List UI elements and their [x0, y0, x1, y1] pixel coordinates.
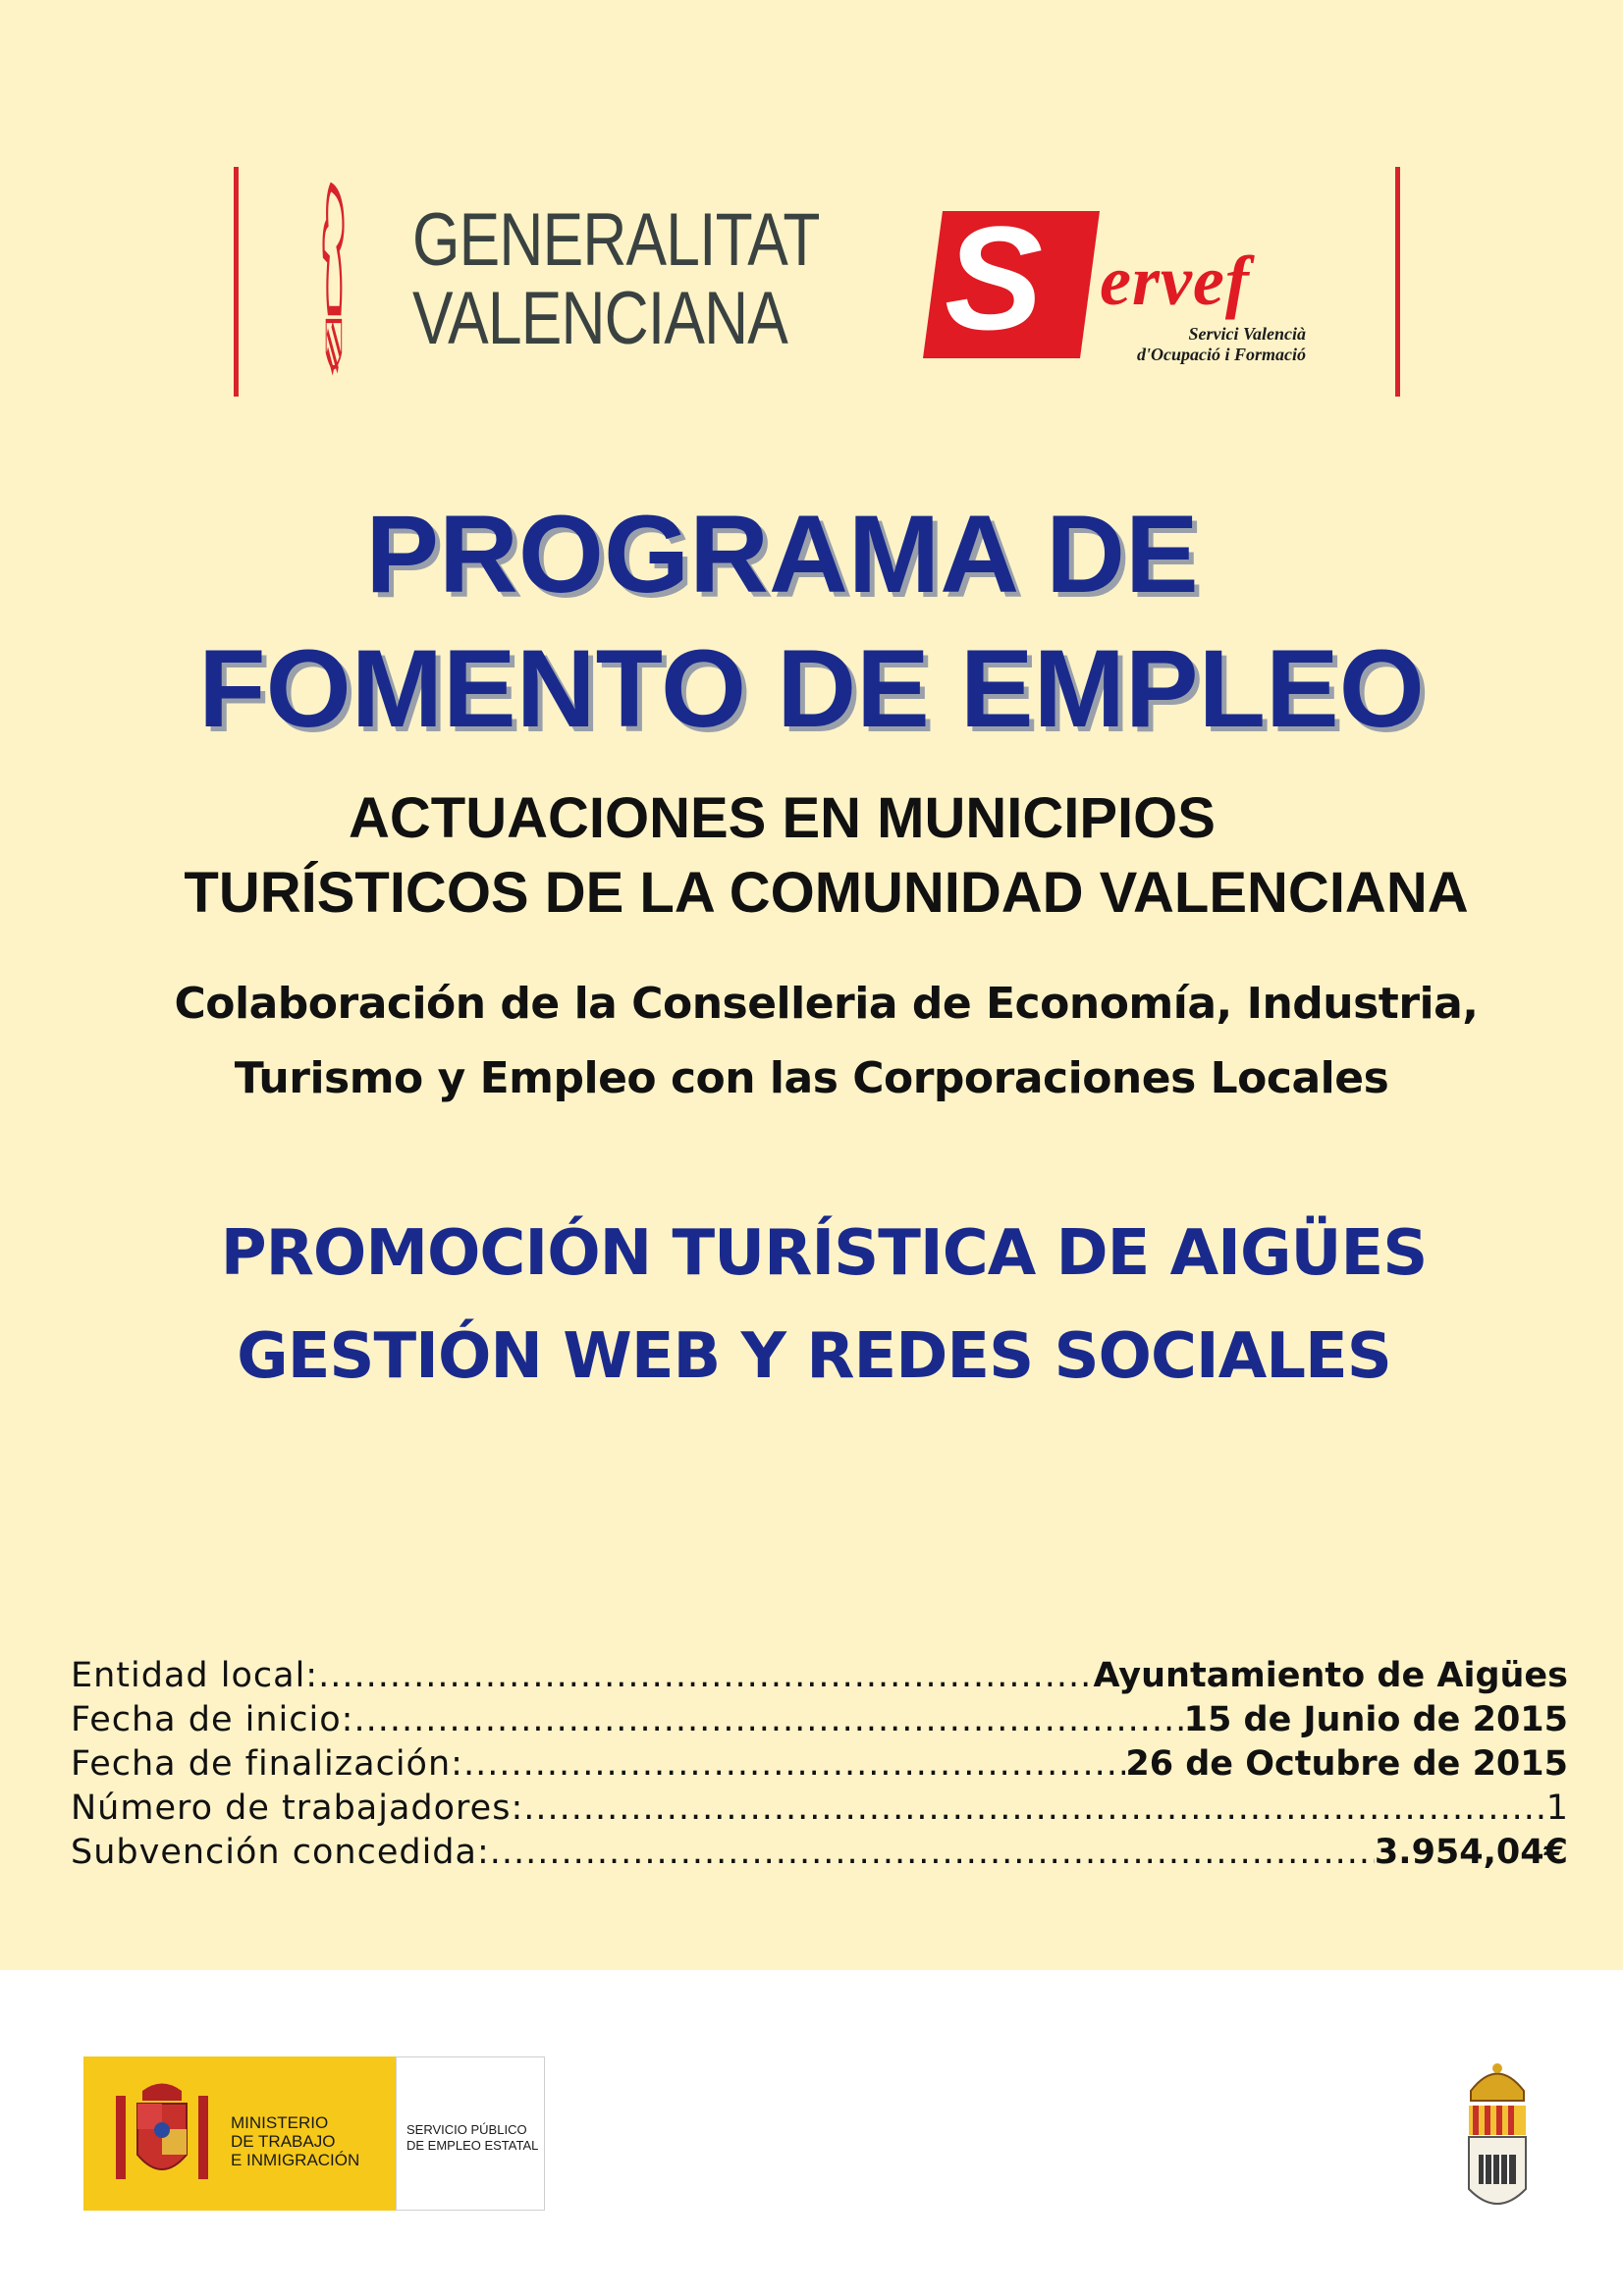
- detail-label: Fecha de finalización:: [71, 1744, 463, 1784]
- subtitle-line1: ACTUACIONES EN MUNICIPIOS: [349, 786, 1216, 850]
- generalitat-valenciana-wordmark: [412, 198, 820, 360]
- leader-dots: [523, 1787, 1545, 1831]
- detail-value: 3.954,04€: [1374, 1833, 1568, 1872]
- ministry-box: [83, 2056, 396, 2211]
- detail-label: Entidad local:: [71, 1656, 319, 1695]
- detail-value: Ayuntamiento de Aigües: [1093, 1656, 1568, 1695]
- detail-row-subsidy: [71, 1831, 1568, 1875]
- sepe-box: [396, 2056, 545, 2211]
- title-line1: PROGRAMA DE: [365, 493, 1199, 615]
- detail-value: 1: [1545, 1789, 1568, 1828]
- spain-coat-of-arms-icon: [108, 2076, 216, 2194]
- gv-line1: GENERALITAT: [412, 198, 820, 282]
- title-line2: FOMENTO DE EMPLEO: [198, 627, 1425, 750]
- servef-wordmark: ervef: [1100, 241, 1250, 320]
- servef-subtitle-line2: d'Ocupació i Formació: [1137, 345, 1306, 364]
- sepe-text: [406, 2122, 538, 2154]
- project-line2: GESTIÓN WEB Y REDES SOCIALES: [237, 1320, 1391, 1393]
- detail-row-entity: [71, 1654, 1568, 1698]
- aigues-coat-of-arms-icon: [1463, 2056, 1532, 2223]
- right-red-rule: [1395, 167, 1400, 397]
- left-red-rule: [234, 167, 239, 397]
- project-line1: PROMOCIÓN TURÍSTICA DE AIGÜES: [220, 1217, 1428, 1290]
- sepe-line1: SERVICIO PÚBLICO: [406, 2122, 527, 2137]
- servef-subtitle-line1: Servici Valencià: [1188, 324, 1306, 344]
- ministry-line3: E INMIGRACIÓN: [231, 2151, 360, 2169]
- servef-subtitle: [1041, 324, 1306, 365]
- detail-label: Número de trabajadores:: [71, 1789, 524, 1828]
- ministry-logo: [83, 2056, 545, 2211]
- detail-label: Subvención concedida:: [71, 1833, 490, 1872]
- ministry-line2: DE TRABAJO: [231, 2132, 336, 2151]
- detail-label: Fecha de inicio:: [71, 1700, 354, 1739]
- details-list: [71, 1654, 1568, 1875]
- leader-dots: [318, 1654, 1093, 1698]
- leader-dots: [353, 1698, 1183, 1742]
- detail-row-workers: [71, 1787, 1568, 1831]
- leader-dots: [490, 1831, 1375, 1875]
- subtitle-line2: TURÍSTICOS DE LA COMUNIDAD VALENCIANA: [184, 861, 1469, 925]
- sepe-line2: DE EMPLEO ESTATAL: [406, 2138, 539, 2153]
- leader-dots: [463, 1742, 1125, 1787]
- servef-initial: S: [945, 195, 1044, 360]
- ministry-text: [231, 2113, 359, 2169]
- detail-value: 26 de Octubre de 2015: [1125, 1744, 1568, 1784]
- detail-row-end-date: [71, 1742, 1568, 1787]
- ministry-line1: MINISTERIO: [231, 2113, 329, 2132]
- gv-line2: VALENCIANA: [412, 277, 788, 360]
- detail-value: 15 de Junio de 2015: [1183, 1700, 1568, 1739]
- collaboration-line1: Colaboración de la Conselleria de Economía, Industria,: [174, 979, 1479, 1029]
- detail-row-start-date: [71, 1698, 1568, 1742]
- generalitat-valenciana-crest-icon: [319, 177, 427, 383]
- collaboration-line2: Turismo y Empleo con las Corporaciones Locales: [234, 1053, 1389, 1103]
